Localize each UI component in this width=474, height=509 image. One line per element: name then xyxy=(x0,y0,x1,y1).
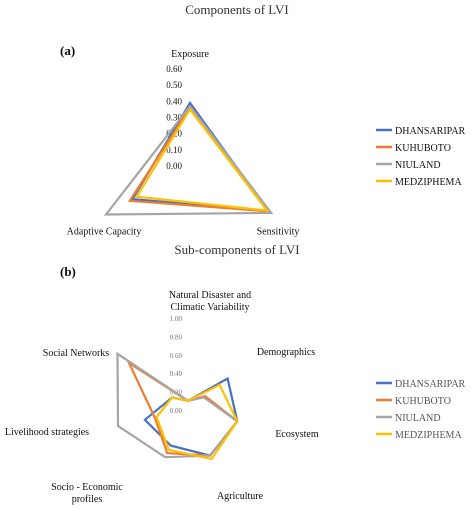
chart-b-tick-label: 0.00 xyxy=(169,407,182,415)
chart-a-axis-label: Adaptive Capacity xyxy=(66,226,142,238)
chart-b-legend xyxy=(376,379,466,441)
chart-a-tick-label: 0.40 xyxy=(166,96,182,107)
chart-a-tick-label: 0.50 xyxy=(166,80,182,91)
chart-b-axis-label: Demographics xyxy=(256,347,316,358)
chart-b-title: Sub-components of LVI xyxy=(174,242,300,257)
chart-b-tick-label: 0.60 xyxy=(169,351,182,360)
chart-b-tick-label: 0.80 xyxy=(169,333,182,342)
chart-a-title: Components of LVI xyxy=(185,2,289,17)
chart-b-legend-label: MEDZIPHEMA xyxy=(395,430,462,441)
chart-b-axis-label: Livelihood strategies xyxy=(4,427,90,438)
chart-b-axis-label: Social Networks xyxy=(42,348,110,359)
chart-b-legend-label: NIULAND xyxy=(395,413,441,424)
chart-a-series-kuhuboto xyxy=(130,108,269,212)
chart-a-legend-label: KUHUBOTO xyxy=(395,143,451,154)
chart-b-axis-label: Agriculture xyxy=(216,491,264,502)
chart-b-legend-label: DHANSARIPAR xyxy=(395,379,466,390)
chart-a-legend-label: DHANSARIPAR xyxy=(395,126,466,137)
chart-b xyxy=(5,290,319,505)
chart-b-axis-label: Socio - Economic profiles xyxy=(51,482,123,505)
chart-b-series-dhansaripar xyxy=(145,379,237,456)
chart-a-panel-label: (a) xyxy=(60,43,76,58)
chart-a-tick-label: 0.60 xyxy=(166,64,182,74)
chart-a-axis-label: Exposure xyxy=(171,49,209,60)
chart-b-axis-label: Ecosystem xyxy=(275,429,319,440)
chart-a-legend-label: NIULAND xyxy=(395,160,441,171)
chart-b-axis-label: Natural Disaster and Climatic Variability xyxy=(168,290,252,313)
chart-a-legend xyxy=(376,126,466,188)
chart-a-legend-label: MEDZIPHEMA xyxy=(395,177,462,188)
chart-b-series-medziphema xyxy=(157,385,238,459)
chart-b-panel-label: (b) xyxy=(60,264,76,279)
chart-b-tick-label: 0.40 xyxy=(169,370,182,379)
chart-a-tick-label: 0.20 xyxy=(166,128,182,139)
chart-b-tick-label: 0.20 xyxy=(169,388,182,397)
chart-a-tick-label: 0.00 xyxy=(166,161,182,171)
chart-a-tick-label: 0.10 xyxy=(166,144,182,155)
chart-b-tick-label: 1.00 xyxy=(169,315,182,323)
chart-a-axis-label: Sensitivity xyxy=(256,226,300,238)
chart-b-legend-label: KUHUBOTO xyxy=(395,396,451,407)
chart-a xyxy=(67,49,300,238)
chart-a-tick-label: 0.30 xyxy=(166,112,182,123)
